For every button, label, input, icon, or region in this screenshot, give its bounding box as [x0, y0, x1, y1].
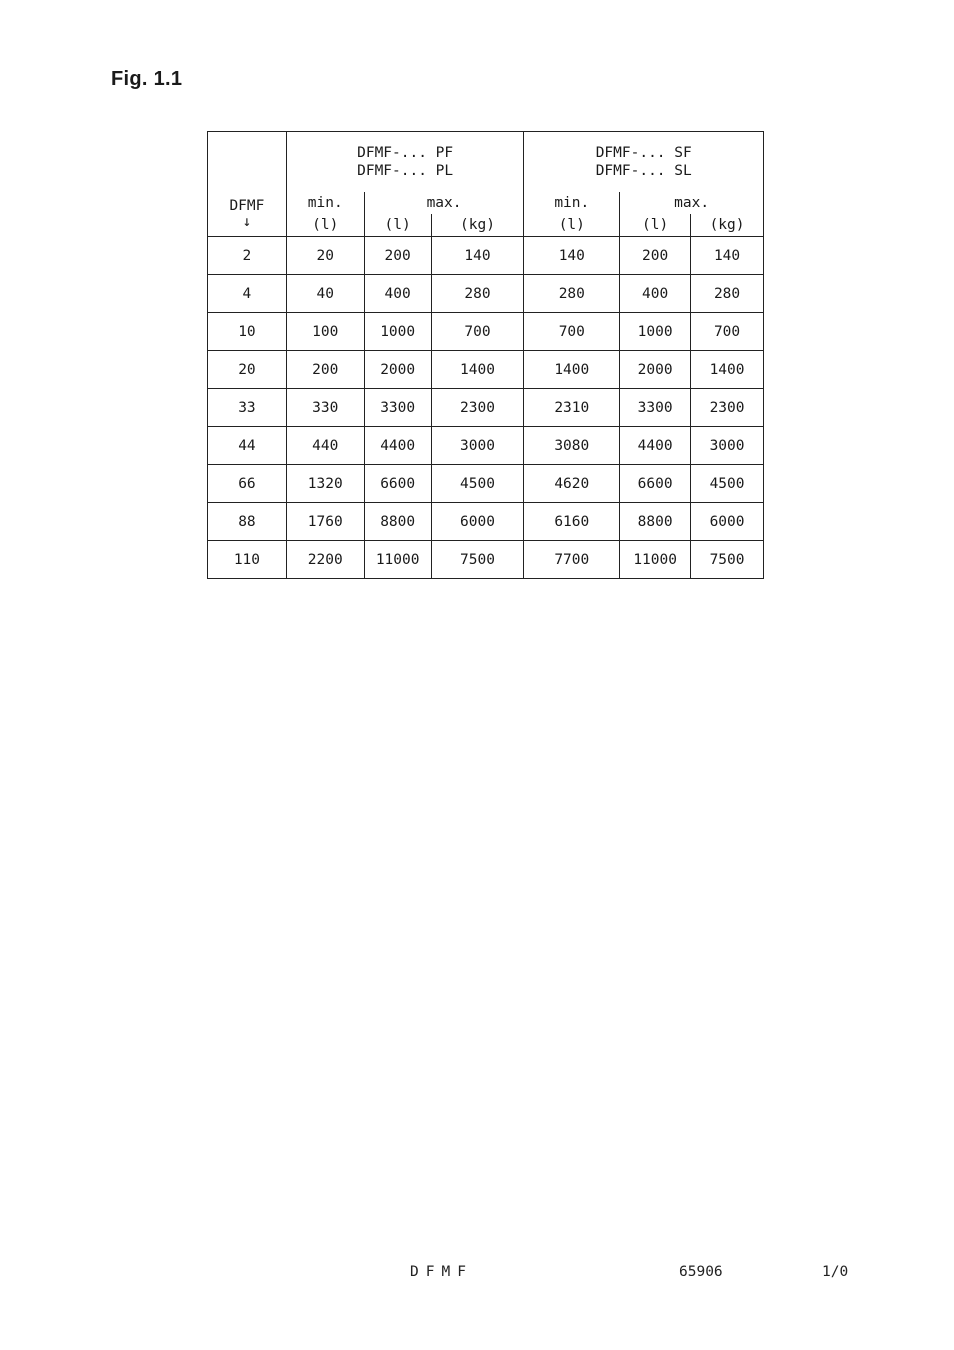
row-label-cell: 4 — [208, 275, 287, 313]
table-body — [208, 237, 764, 579]
table-cell: 1000 — [620, 313, 691, 351]
table-cell: 4400 — [364, 427, 431, 465]
table-row — [208, 237, 764, 275]
footer-doc-number: 65906 — [679, 1264, 723, 1280]
table-cell: 11000 — [364, 541, 431, 579]
table-cell: 1400 — [431, 351, 524, 389]
table-cell: 2300 — [691, 389, 764, 427]
table-cell: 6600 — [364, 465, 431, 503]
table-cell: 2000 — [364, 351, 431, 389]
table-cell: 7500 — [691, 541, 764, 579]
corner-cell — [208, 132, 287, 193]
table-cell: 140 — [524, 237, 620, 275]
row-label-cell: 10 — [208, 313, 287, 351]
row-header-arrow-icon: ↓ — [208, 214, 287, 237]
group-header-sf-sl — [524, 132, 764, 193]
table-row — [208, 465, 764, 503]
table-cell: 200 — [620, 237, 691, 275]
table-cell: 3080 — [524, 427, 620, 465]
group-header-line: DFMF-... PF — [357, 145, 454, 161]
table-cell: 700 — [691, 313, 764, 351]
unit-label: (kg) — [431, 214, 524, 237]
table-cell: 700 — [524, 313, 620, 351]
max-label: max. — [364, 192, 524, 214]
figure-title: Fig. 1.1 — [111, 68, 183, 90]
table-cell: 280 — [691, 275, 764, 313]
row-label-cell: 33 — [208, 389, 287, 427]
table-row — [208, 541, 764, 579]
row-label-cell: 110 — [208, 541, 287, 579]
table-cell: 8800 — [364, 503, 431, 541]
table-cell: 140 — [431, 237, 524, 275]
table-cell: 6600 — [620, 465, 691, 503]
table-cell: 440 — [286, 427, 364, 465]
table-row — [208, 503, 764, 541]
unit-label: (l) — [524, 214, 620, 237]
table-cell: 280 — [431, 275, 524, 313]
unit-label: (kg) — [691, 214, 764, 237]
table-row — [208, 275, 764, 313]
group-header-line: DFMF-... SL — [595, 163, 692, 179]
group-header-line: DFMF-... PL — [357, 163, 454, 179]
table-cell: 1760 — [286, 503, 364, 541]
group-header-pf-pl — [286, 132, 524, 193]
table-cell: 11000 — [620, 541, 691, 579]
group-header-line: DFMF-... SF — [595, 145, 692, 161]
table-row — [208, 313, 764, 351]
table-cell: 1400 — [524, 351, 620, 389]
table-cell: 3000 — [431, 427, 524, 465]
row-label-cell: 44 — [208, 427, 287, 465]
table-row — [208, 389, 764, 427]
table-cell: 1400 — [691, 351, 764, 389]
table-cell: 2300 — [431, 389, 524, 427]
table-cell: 3300 — [620, 389, 691, 427]
unit-label: (l) — [286, 214, 364, 237]
capacity-table — [207, 131, 764, 579]
table-row — [208, 351, 764, 389]
table-cell: 6160 — [524, 503, 620, 541]
row-header-label: DFMF — [208, 192, 287, 214]
table-cell: 200 — [286, 351, 364, 389]
unit-label: (l) — [620, 214, 691, 237]
table-cell: 1000 — [364, 313, 431, 351]
table-cell: 100 — [286, 313, 364, 351]
table-cell: 400 — [620, 275, 691, 313]
table-cell: 6000 — [431, 503, 524, 541]
table-cell: 400 — [364, 275, 431, 313]
table-cell: 1320 — [286, 465, 364, 503]
row-label-cell: 20 — [208, 351, 287, 389]
table-cell: 700 — [431, 313, 524, 351]
table-cell: 4620 — [524, 465, 620, 503]
table-cell: 7700 — [524, 541, 620, 579]
table-cell: 2310 — [524, 389, 620, 427]
footer-product: DFMF — [410, 1264, 473, 1280]
table-cell: 280 — [524, 275, 620, 313]
table-cell: 6000 — [691, 503, 764, 541]
table-cell: 140 — [691, 237, 764, 275]
row-label-cell: 2 — [208, 237, 287, 275]
table-cell: 2200 — [286, 541, 364, 579]
table-cell: 7500 — [431, 541, 524, 579]
max-label: max. — [620, 192, 764, 214]
min-label: min. — [286, 192, 364, 214]
table-cell: 4500 — [431, 465, 524, 503]
table-cell: 200 — [364, 237, 431, 275]
table-cell: 8800 — [620, 503, 691, 541]
footer-revision: 1/0 — [822, 1264, 849, 1280]
row-label-cell: 88 — [208, 503, 287, 541]
table-cell: 4500 — [691, 465, 764, 503]
table-cell: 20 — [286, 237, 364, 275]
table-cell: 4400 — [620, 427, 691, 465]
table-cell: 2000 — [620, 351, 691, 389]
row-label-cell: 66 — [208, 465, 287, 503]
unit-label: (l) — [364, 214, 431, 237]
table-cell: 3300 — [364, 389, 431, 427]
min-label: min. — [524, 192, 620, 214]
table-cell: 3000 — [691, 427, 764, 465]
table-cell: 40 — [286, 275, 364, 313]
table-row — [208, 427, 764, 465]
table-cell: 330 — [286, 389, 364, 427]
